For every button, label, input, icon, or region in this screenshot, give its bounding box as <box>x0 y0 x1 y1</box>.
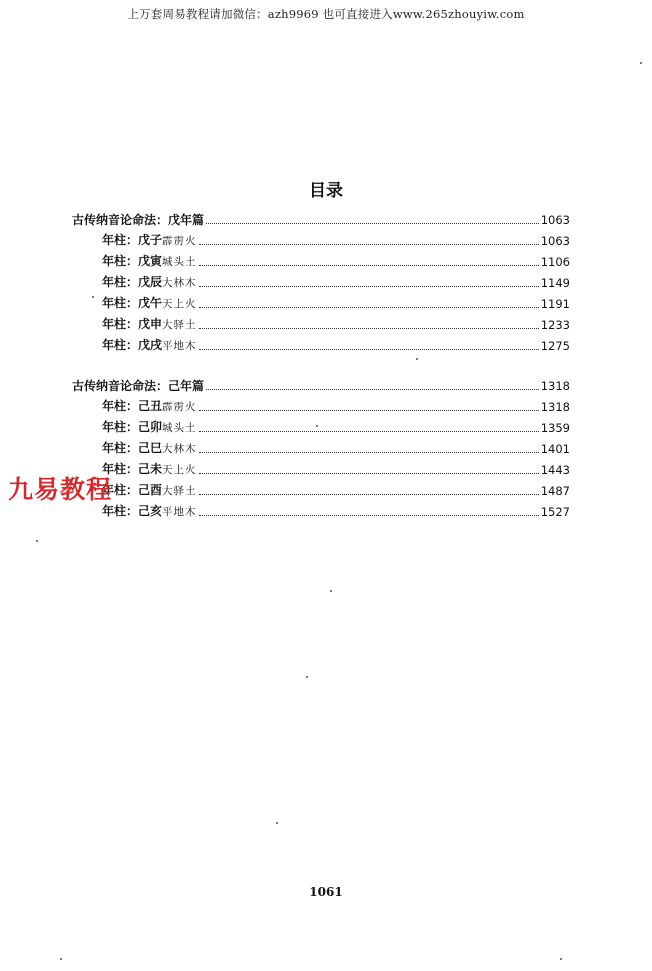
toc-section-wu <box>72 206 570 353</box>
toc-page-number: 1275 <box>540 339 570 353</box>
entry-prefix: 年柱： <box>102 504 139 518</box>
entry-stem: 戊戌 <box>138 338 163 352</box>
toc-page-number: 1527 <box>540 505 570 519</box>
entry-prefix: 年柱： <box>102 275 139 289</box>
dot-leader <box>206 222 539 224</box>
entry-stem: 己亥 <box>138 504 163 518</box>
entry-name: 城头土 <box>162 422 197 434</box>
entry-stem: 戊申 <box>138 317 163 331</box>
entry-stem: 己巳 <box>138 441 163 455</box>
dot-leader <box>206 388 539 390</box>
dot-leader <box>199 327 539 329</box>
dot-leader <box>199 409 539 411</box>
toc-page-number: 1063 <box>540 213 570 227</box>
toc-entry[interactable] <box>72 311 570 332</box>
toc-page-number: 1443 <box>540 463 570 477</box>
entry-prefix: 年柱： <box>102 441 139 455</box>
toc-heading[interactable] <box>72 206 570 227</box>
toc-page-number: 1191 <box>540 297 570 311</box>
toc-page-number: 1149 <box>540 276 570 290</box>
entry-name: 大驿土 <box>162 319 197 331</box>
entry-prefix: 年柱： <box>102 483 139 497</box>
toc-page-number: 1318 <box>540 400 570 414</box>
dot-leader <box>199 264 539 266</box>
scan-speck <box>560 958 562 960</box>
toc-entry[interactable] <box>72 269 570 290</box>
dot-leader <box>199 243 539 245</box>
entry-stem: 己丑 <box>138 399 163 413</box>
scan-speck <box>36 540 38 542</box>
toc-page-number: 1401 <box>540 442 570 456</box>
watermark-logo: 九易教程 <box>8 475 113 504</box>
toc-entry[interactable] <box>72 393 570 414</box>
dot-leader <box>199 430 539 432</box>
toc-entry[interactable] <box>72 435 570 456</box>
entry-name: 霹雳火 <box>162 401 197 413</box>
dot-leader <box>199 306 539 308</box>
entry-prefix: 年柱： <box>102 317 139 331</box>
scan-speck <box>306 676 308 678</box>
toc-page-number: 1063 <box>540 234 570 248</box>
entry-name: 天上火 <box>162 464 197 476</box>
toc-page-number: 1318 <box>540 379 570 393</box>
page-title: 目录 <box>309 181 343 201</box>
toc-page-number: 1359 <box>540 421 570 435</box>
toc-section-ji <box>72 372 570 519</box>
dot-leader <box>199 348 539 350</box>
entry-name: 大林木 <box>162 443 197 455</box>
toc-entry[interactable] <box>72 477 570 498</box>
toc-page-number: 1233 <box>540 318 570 332</box>
entry-name: 天上火 <box>162 298 197 310</box>
toc-page-number: 1106 <box>540 255 570 269</box>
dot-leader <box>199 493 539 495</box>
scan-speck <box>276 822 278 824</box>
scan-speck <box>416 358 418 360</box>
entry-stem: 己酉 <box>138 483 163 497</box>
toc-entry[interactable] <box>72 332 570 353</box>
entry-name: 大林木 <box>162 277 197 289</box>
scan-speck <box>330 590 332 592</box>
scan-speck <box>60 958 62 960</box>
scan-speck <box>640 62 642 64</box>
entry-stem: 戊寅 <box>138 254 163 268</box>
entry-prefix: 年柱： <box>102 296 139 310</box>
scan-speck <box>92 296 94 298</box>
entry-name: 平地木 <box>162 506 197 518</box>
entry-prefix: 年柱： <box>102 254 139 268</box>
entry-prefix: 年柱： <box>102 233 139 247</box>
dot-leader <box>199 472 539 474</box>
entry-stem: 戊子 <box>138 233 163 247</box>
scan-speck <box>316 425 318 427</box>
entry-name: 城头土 <box>162 256 197 268</box>
dot-leader <box>199 514 539 516</box>
toc-heading[interactable] <box>72 372 570 393</box>
entry-prefix: 年柱： <box>102 399 139 413</box>
toc-entry[interactable] <box>72 248 570 269</box>
entry-stem: 戊辰 <box>138 275 163 289</box>
dot-leader <box>199 451 539 453</box>
toc-heading-label: 古传纳音论命法：己年篇 <box>72 379 205 393</box>
toc-page-number: 1487 <box>540 484 570 498</box>
toc-entry[interactable] <box>72 414 570 435</box>
toc-entry[interactable] <box>72 227 570 248</box>
entry-prefix: 年柱： <box>102 338 139 352</box>
header-banner: 上万套周易教程请加微信：azh9969 也可直接进入www.265zhouyiw.com <box>127 7 525 21</box>
toc-entry[interactable] <box>72 498 570 519</box>
dot-leader <box>199 285 539 287</box>
page-number: 1061 <box>309 885 343 899</box>
toc-entry[interactable] <box>72 290 570 311</box>
entry-prefix: 年柱： <box>102 420 139 434</box>
entry-name: 大驿土 <box>162 485 197 497</box>
entry-name: 霹雳火 <box>162 235 197 247</box>
entry-name: 平地木 <box>162 340 197 352</box>
entry-stem: 己卯 <box>138 420 163 434</box>
entry-stem: 己未 <box>138 462 163 476</box>
toc-entry[interactable] <box>72 456 570 477</box>
toc-heading-label: 古传纳音论命法：戊年篇 <box>72 213 205 227</box>
entry-prefix: 年柱： <box>102 462 139 476</box>
entry-stem: 戊午 <box>138 296 163 310</box>
